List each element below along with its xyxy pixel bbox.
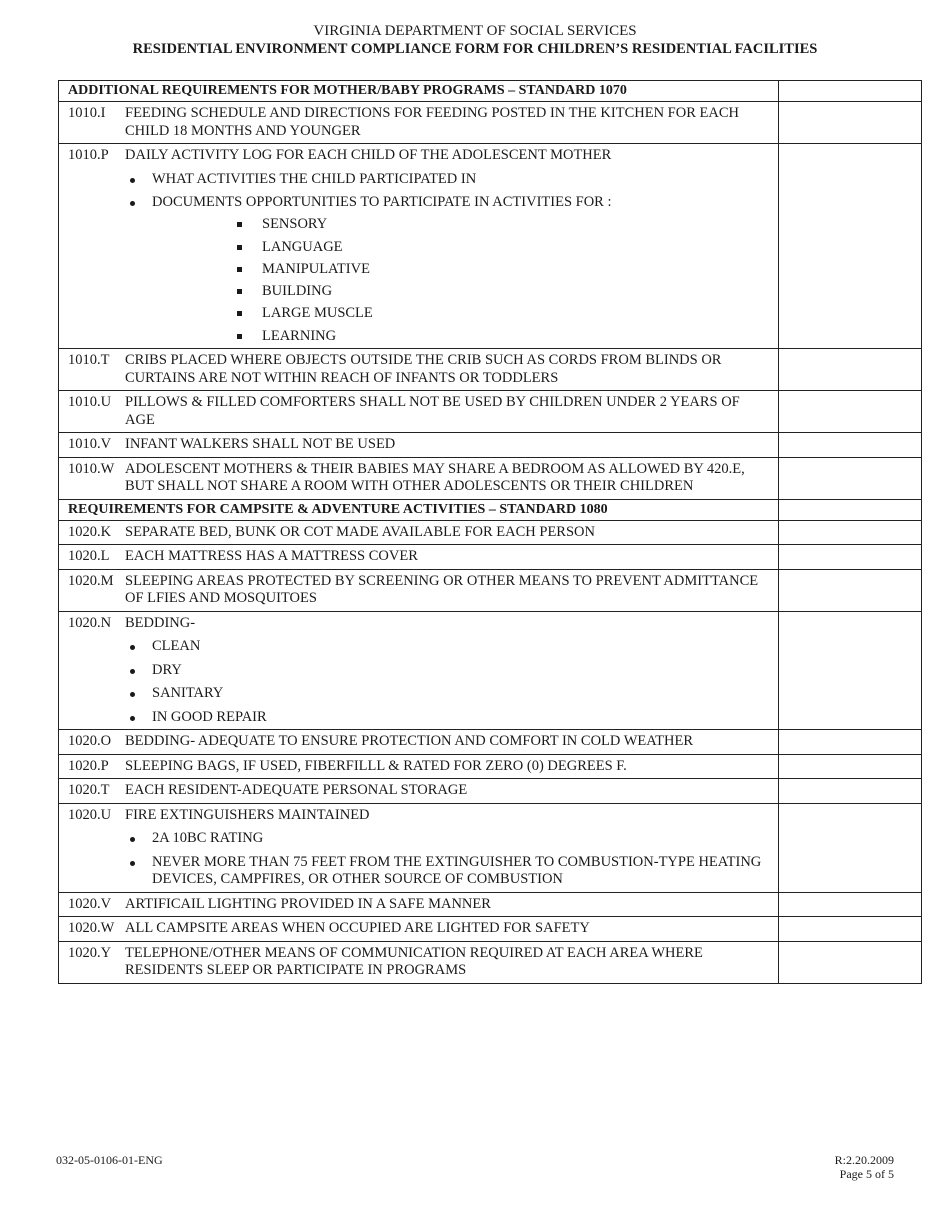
requirement-row bbox=[59, 730, 922, 755]
requirement-cell bbox=[59, 457, 779, 499]
standard-code: 1010.T bbox=[68, 352, 110, 369]
form-number: 032-05-0106-01-ENG bbox=[56, 1153, 163, 1167]
standard-code: 1010.P bbox=[68, 147, 109, 163]
compliance-entry-cell[interactable] bbox=[779, 754, 922, 779]
revision-date: R:2.20.2009 bbox=[834, 1153, 894, 1167]
compliance-entry-cell[interactable] bbox=[779, 803, 922, 892]
bullet-item: DOCUMENTS OPPORTUNITIES TO PARTICIPATE IN ACTIVITIES FOR : bbox=[68, 194, 770, 212]
sub-bullet-item: BUILDING bbox=[68, 283, 770, 301]
standard-code: 1010.U bbox=[68, 394, 112, 411]
standard-code: 1020.K bbox=[68, 523, 112, 540]
bullet-item: NEVER MORE THAN 75 FEET FROM THE EXTINGUISHER TO COMBUSTION-TYPE HEATING DEVICES, CAMPFIRES, OR OTHER SOURCE OF COMBUSTION bbox=[68, 854, 770, 889]
requirement-cell bbox=[59, 569, 779, 611]
requirement-row bbox=[59, 349, 922, 391]
requirement-row bbox=[59, 433, 922, 458]
requirement-item bbox=[68, 615, 770, 633]
compliance-entry-cell[interactable] bbox=[779, 941, 922, 983]
document-header bbox=[0, 22, 950, 58]
requirement-cell bbox=[59, 349, 779, 391]
requirement-row bbox=[59, 892, 922, 917]
compliance-entry-cell[interactable] bbox=[779, 433, 922, 458]
section-header-row bbox=[59, 81, 922, 102]
requirement-text: FEEDING SCHEDULE AND DIRECTIONS FOR FEEDING POSTED IN THE KITCHEN FOR EACH CHILD 18 MONTHS AND YOUNGER bbox=[125, 105, 739, 139]
standard-code: 1020.W bbox=[68, 920, 115, 937]
requirement-item bbox=[68, 945, 770, 980]
requirement-text: FIRE EXTINGUISHERS MAINTAINED bbox=[125, 806, 370, 823]
standard-code: 1020.V bbox=[68, 895, 112, 912]
standard-code: 1020.M bbox=[68, 572, 114, 589]
requirement-cell bbox=[59, 917, 779, 942]
standard-code: 1020.T bbox=[68, 782, 110, 799]
requirement-cell bbox=[59, 892, 779, 917]
standard-code: 1020.U bbox=[68, 806, 112, 823]
requirement-item bbox=[68, 436, 770, 454]
requirement-item bbox=[68, 548, 770, 566]
requirement-item bbox=[68, 782, 770, 800]
bullet-list bbox=[68, 171, 770, 212]
requirement-row bbox=[59, 941, 922, 983]
requirement-row bbox=[59, 457, 922, 499]
standard-code: 1020.N bbox=[68, 614, 112, 631]
compliance-entry-cell[interactable] bbox=[779, 81, 922, 102]
agency-name: VIRGINIA DEPARTMENT OF SOCIAL SERVICES bbox=[313, 23, 637, 39]
requirement-cell bbox=[59, 754, 779, 779]
compliance-entry-cell[interactable] bbox=[779, 611, 922, 730]
standard-code: 1020.L bbox=[68, 548, 110, 565]
sub-bullet-item: SENSORY bbox=[68, 216, 770, 234]
requirement-row bbox=[59, 102, 922, 144]
compliance-entry-cell[interactable] bbox=[779, 499, 922, 520]
sub-bullet-item: LEARNING bbox=[68, 328, 770, 346]
requirement-item bbox=[68, 573, 770, 608]
requirement-text: BEDDING- bbox=[125, 614, 196, 631]
requirement-text: SLEEPING BAGS, IF USED, FIBERFILLL & RATED FOR ZERO (0) DEGREES F. bbox=[125, 757, 627, 774]
section-title: REQUIREMENTS FOR CAMPSITE & ADVENTURE ACTIVITIES – STANDARD 1080 bbox=[59, 499, 779, 520]
requirement-item bbox=[68, 105, 770, 140]
bullet-item: SANITARY bbox=[68, 685, 770, 703]
bullet-list bbox=[68, 638, 770, 726]
compliance-entry-cell[interactable] bbox=[779, 730, 922, 755]
page-number: Page 5 of 5 bbox=[839, 1167, 894, 1181]
compliance-entry-cell[interactable] bbox=[779, 569, 922, 611]
requirement-item bbox=[68, 896, 770, 914]
requirement-item bbox=[68, 352, 770, 387]
requirement-cell bbox=[59, 144, 779, 349]
requirement-text: ARTIFICAIL LIGHTING PROVIDED IN A SAFE MANNER bbox=[125, 895, 491, 912]
standard-code: 1010.I bbox=[68, 105, 106, 121]
requirement-text: SEPARATE BED, BUNK OR COT MADE AVAILABLE FOR EACH PERSON bbox=[125, 523, 595, 540]
requirement-cell bbox=[59, 520, 779, 545]
requirement-text: ALL CAMPSITE AREAS WHEN OCCUPIED ARE LIGHTED FOR SAFETY bbox=[125, 920, 590, 937]
requirement-cell bbox=[59, 391, 779, 433]
standard-code: 1010.W bbox=[68, 460, 115, 477]
standard-code: 1020.O bbox=[68, 733, 112, 750]
requirement-text: EACH MATTRESS HAS A MATTRESS COVER bbox=[125, 548, 418, 565]
compliance-entry-cell[interactable] bbox=[779, 520, 922, 545]
section-header-row bbox=[59, 499, 922, 520]
bullet-list bbox=[68, 830, 770, 889]
requirement-text: BEDDING- ADEQUATE TO ENSURE PROTECTION AND COMFORT IN COLD WEATHER bbox=[125, 733, 693, 750]
requirement-text: INFANT WALKERS SHALL NOT BE USED bbox=[125, 436, 396, 453]
requirement-item bbox=[68, 524, 770, 542]
requirement-row bbox=[59, 803, 922, 892]
requirement-row bbox=[59, 917, 922, 942]
sub-bullet-item: MANIPULATIVE bbox=[68, 261, 770, 279]
compliance-entry-cell[interactable] bbox=[779, 779, 922, 804]
requirement-row bbox=[59, 144, 922, 349]
requirement-item bbox=[68, 758, 770, 776]
requirement-cell bbox=[59, 779, 779, 804]
requirement-item bbox=[68, 733, 770, 751]
sub-bullet-item: LARGE MUSCLE bbox=[68, 305, 770, 323]
form-title: RESIDENTIAL ENVIRONMENT COMPLIANCE FORM FOR CHILDREN’S RESIDENTIAL FACILITIES bbox=[132, 41, 818, 57]
requirement-text: SLEEPING AREAS PROTECTED BY SCREENING OR OTHER MEANS TO PREVENT ADMITTANCE OF LFIES AND MOSQUITOES bbox=[125, 572, 759, 607]
requirement-text: DAILY ACTIVITY LOG FOR EACH CHILD OF THE ADOLESCENT MOTHER bbox=[125, 147, 612, 163]
bullet-item: WHAT ACTIVITIES THE CHILD PARTICIPATED IN bbox=[68, 171, 770, 189]
requirement-text: ADOLESCENT MOTHERS & THEIR BABIES MAY SHARE A BEDROOM AS ALLOWED BY 420.E, BUT SHALL NOT SHARE A ROOM WITH OTHER ADOLESCENTS OR THEIR CHILDREN bbox=[125, 460, 745, 495]
requirement-row bbox=[59, 545, 922, 570]
standard-code: 1010.V bbox=[68, 436, 112, 453]
compliance-entry-cell[interactable] bbox=[779, 457, 922, 499]
requirement-row bbox=[59, 569, 922, 611]
page-footer bbox=[835, 1153, 894, 1181]
requirement-cell bbox=[59, 545, 779, 570]
bullet-item: CLEAN bbox=[68, 638, 770, 656]
requirement-cell bbox=[59, 611, 779, 730]
compliance-entry-cell[interactable] bbox=[779, 102, 922, 144]
requirement-item bbox=[68, 807, 770, 825]
requirement-cell bbox=[59, 433, 779, 458]
requirement-text: PILLOWS & FILLED COMFORTERS SHALL NOT BE USED BY CHILDREN UNDER 2 YEARS OF AGE bbox=[125, 394, 740, 428]
compliance-entry-cell[interactable] bbox=[779, 391, 922, 433]
compliance-entry-cell[interactable] bbox=[779, 892, 922, 917]
requirement-cell bbox=[59, 730, 779, 755]
requirement-item bbox=[68, 394, 770, 429]
requirement-cell bbox=[59, 102, 779, 144]
requirement-item bbox=[68, 920, 770, 938]
requirement-cell bbox=[59, 941, 779, 983]
requirement-item bbox=[68, 461, 770, 496]
requirement-row bbox=[59, 391, 922, 433]
sub-bullet-list bbox=[68, 216, 770, 345]
requirement-row bbox=[59, 779, 922, 804]
requirement-text: TELEPHONE/OTHER MEANS OF COMMUNICATION REQUIRED AT EACH AREA WHERE RESIDENTS SLEEP OR PARTICIPATE IN PROGRAMS bbox=[125, 944, 703, 979]
bullet-item: 2A 10BC RATING bbox=[68, 830, 770, 848]
section-title: ADDITIONAL REQUIREMENTS FOR MOTHER/BABY PROGRAMS – STANDARD 1070 bbox=[59, 81, 779, 102]
compliance-entry-cell[interactable] bbox=[779, 349, 922, 391]
bullet-item: DRY bbox=[68, 662, 770, 680]
sub-bullet-item: LANGUAGE bbox=[68, 239, 770, 257]
requirement-row bbox=[59, 754, 922, 779]
standard-code: 1020.P bbox=[68, 757, 109, 774]
standard-code: 1020.Y bbox=[68, 944, 112, 961]
requirement-cell bbox=[59, 803, 779, 892]
requirement-row bbox=[59, 520, 922, 545]
compliance-entry-cell[interactable] bbox=[779, 917, 922, 942]
requirement-text: EACH RESIDENT-ADEQUATE PERSONAL STORAGE bbox=[125, 782, 468, 799]
requirement-row bbox=[59, 611, 922, 730]
compliance-entry-cell[interactable] bbox=[779, 144, 922, 349]
compliance-entry-cell[interactable] bbox=[779, 545, 922, 570]
compliance-table bbox=[58, 80, 922, 984]
bullet-item: IN GOOD REPAIR bbox=[68, 709, 770, 727]
requirement-item bbox=[68, 147, 770, 165]
requirement-text: CRIBS PLACED WHERE OBJECTS OUTSIDE THE CRIB SUCH AS CORDS FROM BLINDS OR CURTAINS ARE NOT WITHIN REACH OF INFANTS OR TODDLERS bbox=[125, 352, 722, 386]
